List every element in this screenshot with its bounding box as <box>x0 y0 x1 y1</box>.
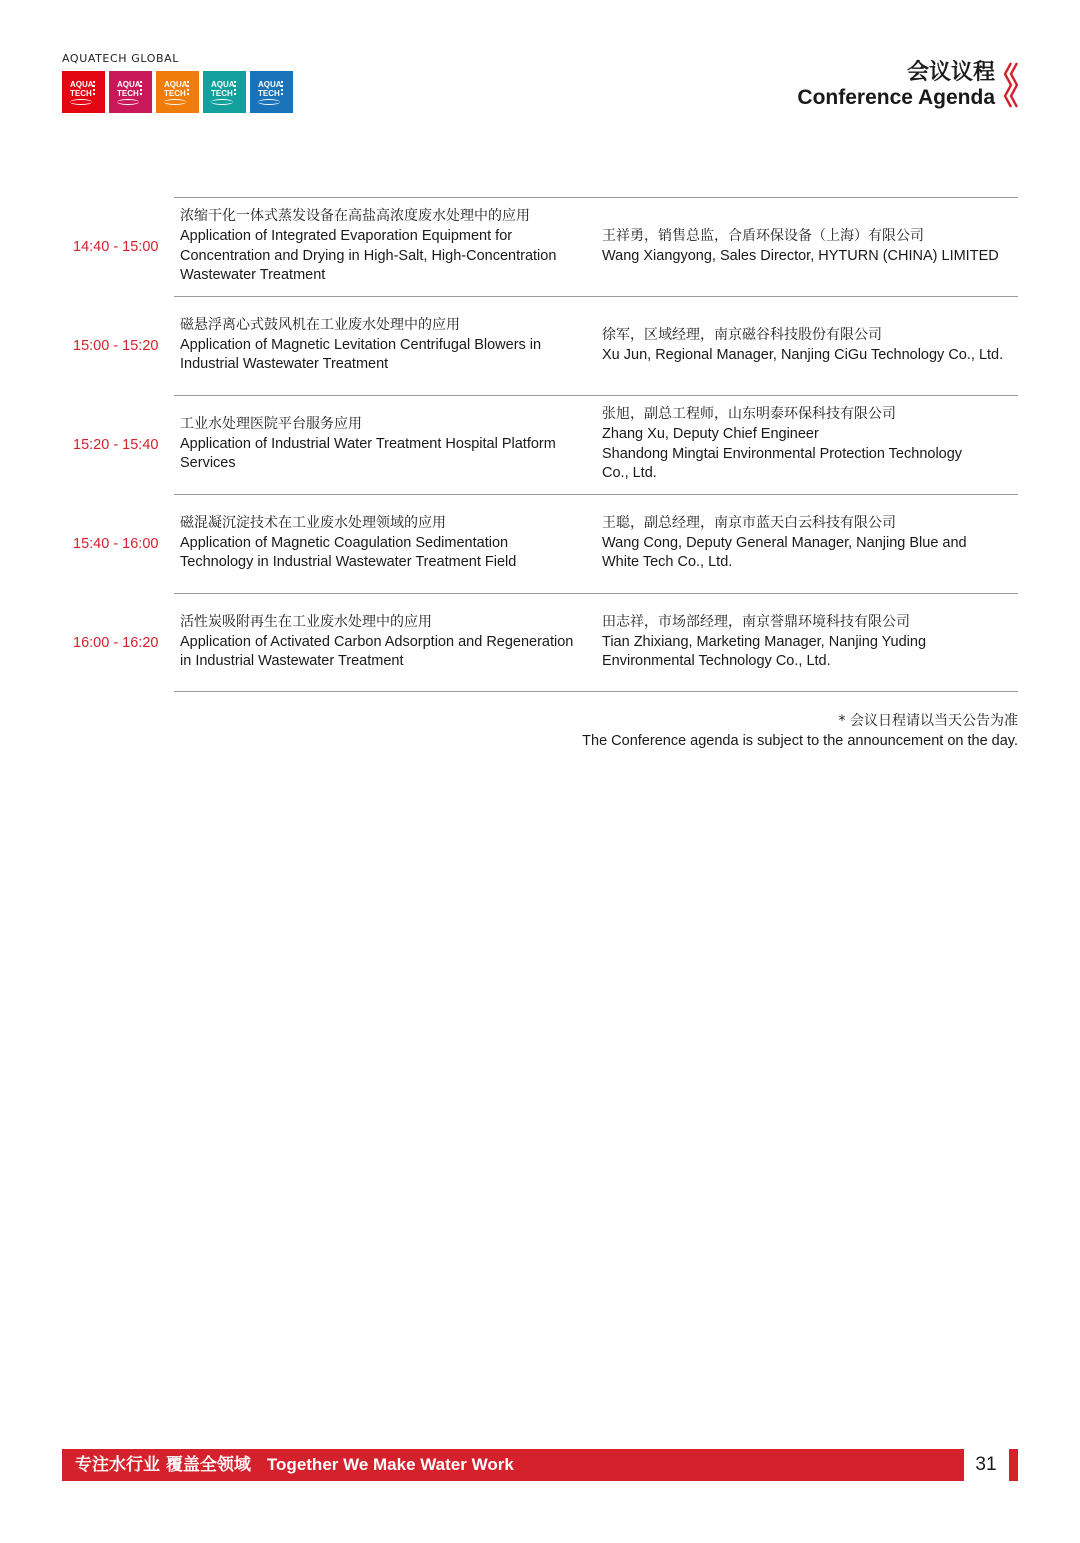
speaker-cn: 田志祥，市场部经理，南京誉鼎环境科技有限公司 <box>602 613 910 630</box>
agenda-row <box>62 494 1018 593</box>
session-speaker <box>602 593 1018 692</box>
brand-logos <box>62 71 293 113</box>
speaker-en-line: Shandong Mingtai Environmental Protection Technology <box>602 445 963 462</box>
speaker-en-line: Zhang Xu, Deputy Chief Engineer <box>602 425 819 442</box>
session-speaker <box>602 395 1018 494</box>
speaker-en-line: Wang Xiangyong, Sales Director, HYTURN (CHINA) LIMITED <box>602 247 999 264</box>
agenda-row <box>62 197 1018 296</box>
logo-text-line: AQUA <box>211 80 235 89</box>
agenda-note <box>582 711 1018 751</box>
agenda-note-cn: * 会议日程请以当天公告为准 <box>838 713 1018 729</box>
logo-text-line: AQUA <box>70 80 94 89</box>
chevron-decoration-icon <box>1002 62 1018 108</box>
agenda-table <box>62 197 1018 692</box>
session-time: 15:20 - 15:40 <box>73 436 159 453</box>
aquatech-logo-tile <box>250 71 293 113</box>
logo-text-line: TECH <box>164 89 186 98</box>
page-title-en: Conference Agenda <box>797 86 995 109</box>
session-topic-en-line: Industrial Wastewater Treatment <box>180 356 389 373</box>
page-number-accent <box>1009 1449 1018 1481</box>
session-topic-cn: 浓缩干化一体式蒸发设备在高盐高浓度废水处理中的应用 <box>180 207 530 224</box>
session-topic <box>180 197 592 296</box>
logo-text-line: AQUA <box>117 80 141 89</box>
page-title <box>797 60 995 110</box>
session-time: 14:40 - 15:00 <box>73 238 159 255</box>
speaker-cn: 徐军，区域经理，南京磁谷科技股份有限公司 <box>602 326 882 343</box>
logo-text-line: TECH <box>70 89 92 98</box>
speaker-en-line: Wang Cong, Deputy General Manager, Nanjing Blue and <box>602 534 967 551</box>
aquatech-logo-tile <box>156 71 199 113</box>
session-topic <box>180 395 592 494</box>
session-speaker <box>602 494 1018 593</box>
session-time: 15:00 - 15:20 <box>73 337 159 354</box>
wave-icon <box>211 99 233 105</box>
speaker-en-line: Co., Ltd. <box>602 465 657 482</box>
logo-divider <box>93 81 95 95</box>
speaker-en-line: Xu Jun, Regional Manager, Nanjing CiGu Technology Co., Ltd. <box>602 346 1004 363</box>
logo-divider <box>234 81 236 95</box>
session-topic-en-line: Concentration and Drying in High-Salt, High-Concentration <box>180 247 557 264</box>
session-topic-en-line: Application of Integrated Evaporation Equipment for <box>180 227 513 244</box>
session-topic-en-line: Application of Magnetic Levitation Centrifugal Blowers in <box>180 336 542 353</box>
agenda-row <box>62 296 1018 395</box>
logo-text-line: TECH <box>211 89 233 98</box>
speaker-en-line: White Tech Co., Ltd. <box>602 554 733 571</box>
wave-icon <box>70 99 92 105</box>
speaker-cn: 王祥勇，销售总监，合盾环保设备（上海）有限公司 <box>602 227 924 244</box>
logo-divider <box>140 81 142 95</box>
session-topic-en-line: Application of Activated Carbon Adsorption and Regeneration <box>180 633 574 650</box>
logo-text-line: TECH <box>258 89 280 98</box>
logo-text-line: TECH <box>117 89 139 98</box>
aquatech-logo-tile <box>203 71 246 113</box>
logo-divider <box>281 81 283 95</box>
footer-slogan-cn: 专注水行业 覆盖全领域 <box>75 1455 251 1475</box>
speaker-cn: 张旭，副总工程师，山东明泰环保科技有限公司 <box>602 405 896 422</box>
session-topic <box>180 593 592 692</box>
speaker-en-line: Tian Zhixiang, Marketing Manager, Nanjing Yuding <box>602 633 927 650</box>
session-topic-en-line: Wastewater Treatment <box>180 267 326 284</box>
session-topic-cn: 工业水处理医院平台服务应用 <box>180 415 362 432</box>
session-time: 15:40 - 16:00 <box>73 535 159 552</box>
speaker-en-line: Environmental Technology Co., Ltd. <box>602 653 831 670</box>
session-topic-en-line: in Industrial Wastewater Treatment <box>180 653 404 670</box>
agenda-note-en: The Conference agenda is subject to the announcement on the day. <box>582 733 1018 749</box>
brand-name: AQUATECH GLOBAL <box>62 52 179 65</box>
footer-slogan <box>75 1455 514 1475</box>
agenda-row <box>62 395 1018 494</box>
session-time: 16:00 - 16:20 <box>73 634 159 651</box>
session-topic-cn: 活性炭吸附再生在工业废水处理中的应用 <box>180 613 432 630</box>
session-speaker <box>602 197 1018 296</box>
agenda-row <box>62 593 1018 692</box>
wave-icon <box>258 99 280 105</box>
session-speaker <box>602 296 1018 395</box>
session-topic-cn: 磁混凝沉淀技术在工业废水处理领域的应用 <box>180 514 446 531</box>
logo-text-line: AQUA <box>164 80 188 89</box>
session-topic-en-line: Application of Magnetic Coagulation Sedimentation <box>180 534 509 551</box>
wave-icon <box>117 99 139 105</box>
page-title-cn: 会议议程 <box>906 60 995 85</box>
logo-divider <box>187 81 189 95</box>
session-topic-en-line: Services <box>180 455 236 472</box>
speaker-cn: 王聪，副总经理，南京市蓝天白云科技有限公司 <box>602 514 896 531</box>
aquatech-logo-tile <box>62 71 105 113</box>
session-topic-en-line: Technology in Industrial Wastewater Treatment Field <box>180 554 517 571</box>
wave-icon <box>164 99 186 105</box>
logo-text-line: AQUA <box>258 80 282 89</box>
session-topic <box>180 494 592 593</box>
session-topic-cn: 磁悬浮离心式鼓风机在工业废水处理中的应用 <box>180 316 460 333</box>
footer-slogan-en: Together We Make Water Work <box>266 1455 514 1474</box>
brand-block <box>62 52 293 113</box>
page-number: 31 <box>975 1454 997 1475</box>
aquatech-logo-tile <box>109 71 152 113</box>
session-topic <box>180 296 592 395</box>
session-topic-en-line: Application of Industrial Water Treatment Hospital Platform <box>180 435 556 452</box>
